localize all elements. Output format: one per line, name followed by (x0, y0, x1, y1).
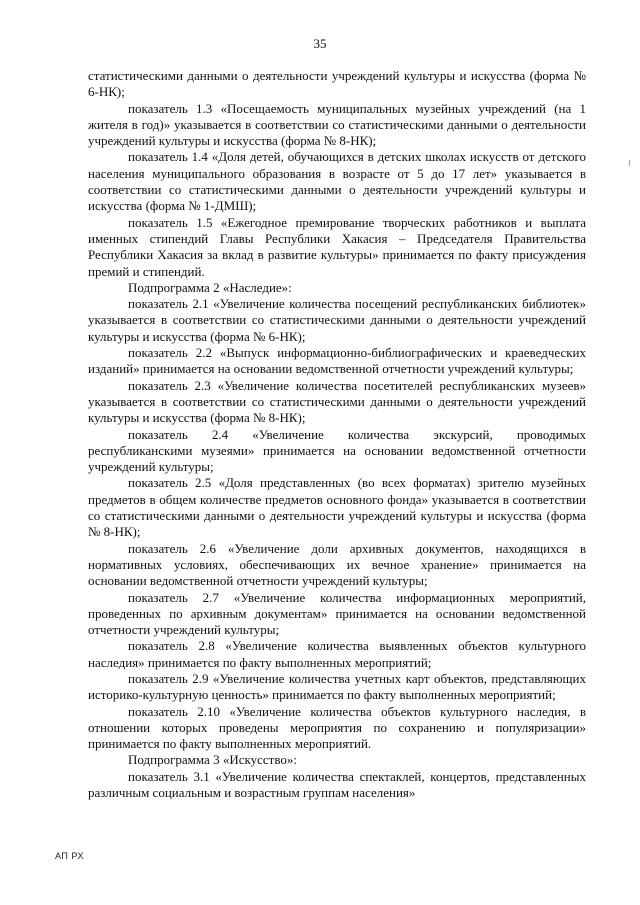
paragraph-indicator-2-7: показатель 2.7 «Увеличение количества информационных мероприятий, проведенных по архивным документам» принимается на основании ведомственной отчетности учреждений культуры; (88, 589, 586, 638)
scan-edge-mark (629, 160, 630, 166)
paragraph-indicator-2-10: показатель 2.10 «Увеличение количества объектов культурного наследия, в отношении которых проведены мероприятия по сохранению и популяризации» принимается по факту выполненных мероприятий. (88, 703, 586, 752)
paragraph-indicator-3-1: показатель 3.1 «Увеличение количества спектаклей, концертов, представленных различным социальным и возрастным группам населения» (88, 768, 586, 801)
paragraph-indicator-2-2: показатель 2.2 «Выпуск информационно-библиографических и краеведческих изданий» принимается на основании ведомственной отчетности учреждений культуры; (88, 345, 586, 377)
paragraph-indicator-2-1: показатель 2.1 «Увеличение количества посещений республиканских библиотек» указывается в соответствии со статистическими данными о деятельности учреждений культуры и искусства (форма № 6-НК); (88, 296, 586, 344)
footer-code: АП РХ (55, 851, 84, 861)
page-number: 35 (313, 36, 327, 51)
paragraph-indicator-2-8: показатель 2.8 «Увеличение количества выявленных объектов культурного наследия» принимается по факту выполненных мероприятий; (88, 638, 586, 670)
paragraph-indicator-2-6: показатель 2.6 «Увеличение доли архивных документов, находящихся в нормативных условиях, обеспечивающих их вечное хранение» принимается на основании ведомственной отчетности учреждений культуры; (88, 540, 586, 589)
paragraph-indicator-2-3: показатель 2.3 «Увеличение количества посетителей республиканских музеев» указывается в соответствии со статистическими данными о деятельности учреждений культуры и искусства (форма № 8-НК); (88, 377, 586, 426)
paragraph-indicator-2-9: показатель 2.9 «Увеличение количества учетных карт объектов, представляющих историко-культурную ценность» принимается по факту выполненных мероприятий; (88, 670, 586, 703)
paragraph-indicator-1-5: показатель 1.5 «Ежегодное премирование творческих работников и выплата именных стипендий Главы Республики Хакасия – Председателя Правительства Республики Хакасия за вклад в развитие культуры» принимается по факту присуждения премий и стипендий. (88, 214, 586, 279)
paragraph-indicator-1-3: показатель 1.3 «Посещаемость муниципальных музейных учреждений (на 1 жителя в год)» указывается в соответствии со статистическими данными о деятельности учреждений культуры и искусства (форма № 8-НК); (88, 100, 586, 149)
paragraph-indicator-2-5: показатель 2.5 «Доля представленных (во всех форматах) зрителю музейных предметов в общем количестве предметов основного фонда» указывается в соответствии со статистическими данными о деятельности учреждений культуры и искусства (форма № 8-НК); (88, 475, 586, 540)
document-body (88, 68, 586, 801)
subprogram-2-heading: Подпрограмма 2 «Наследие»: (128, 279, 292, 295)
paragraph-continuation: статистическими данными о деятельности учреждений культуры и искусства (форма № 6-НК); (88, 68, 586, 100)
paragraph-indicator-1-4: показатель 1.4 «Доля детей, обучающихся в детских школах искусств от детского населения муниципального образования в возрасте от 5 до 17 лет» указывается в соответствии со статистическими данными о деятельности учреждений культуры и искусства (форма № 1-ДМШ); (88, 149, 586, 214)
subprogram-3-heading: Подпрограмма 3 «Искусство»: (128, 752, 297, 768)
paragraph-indicator-2-4: показатель 2.4 «Увеличение количества экскурсий, проводимых республиканскими музеями» принимается на основании ведомственной отчетности учреждений культуры; (88, 426, 586, 475)
